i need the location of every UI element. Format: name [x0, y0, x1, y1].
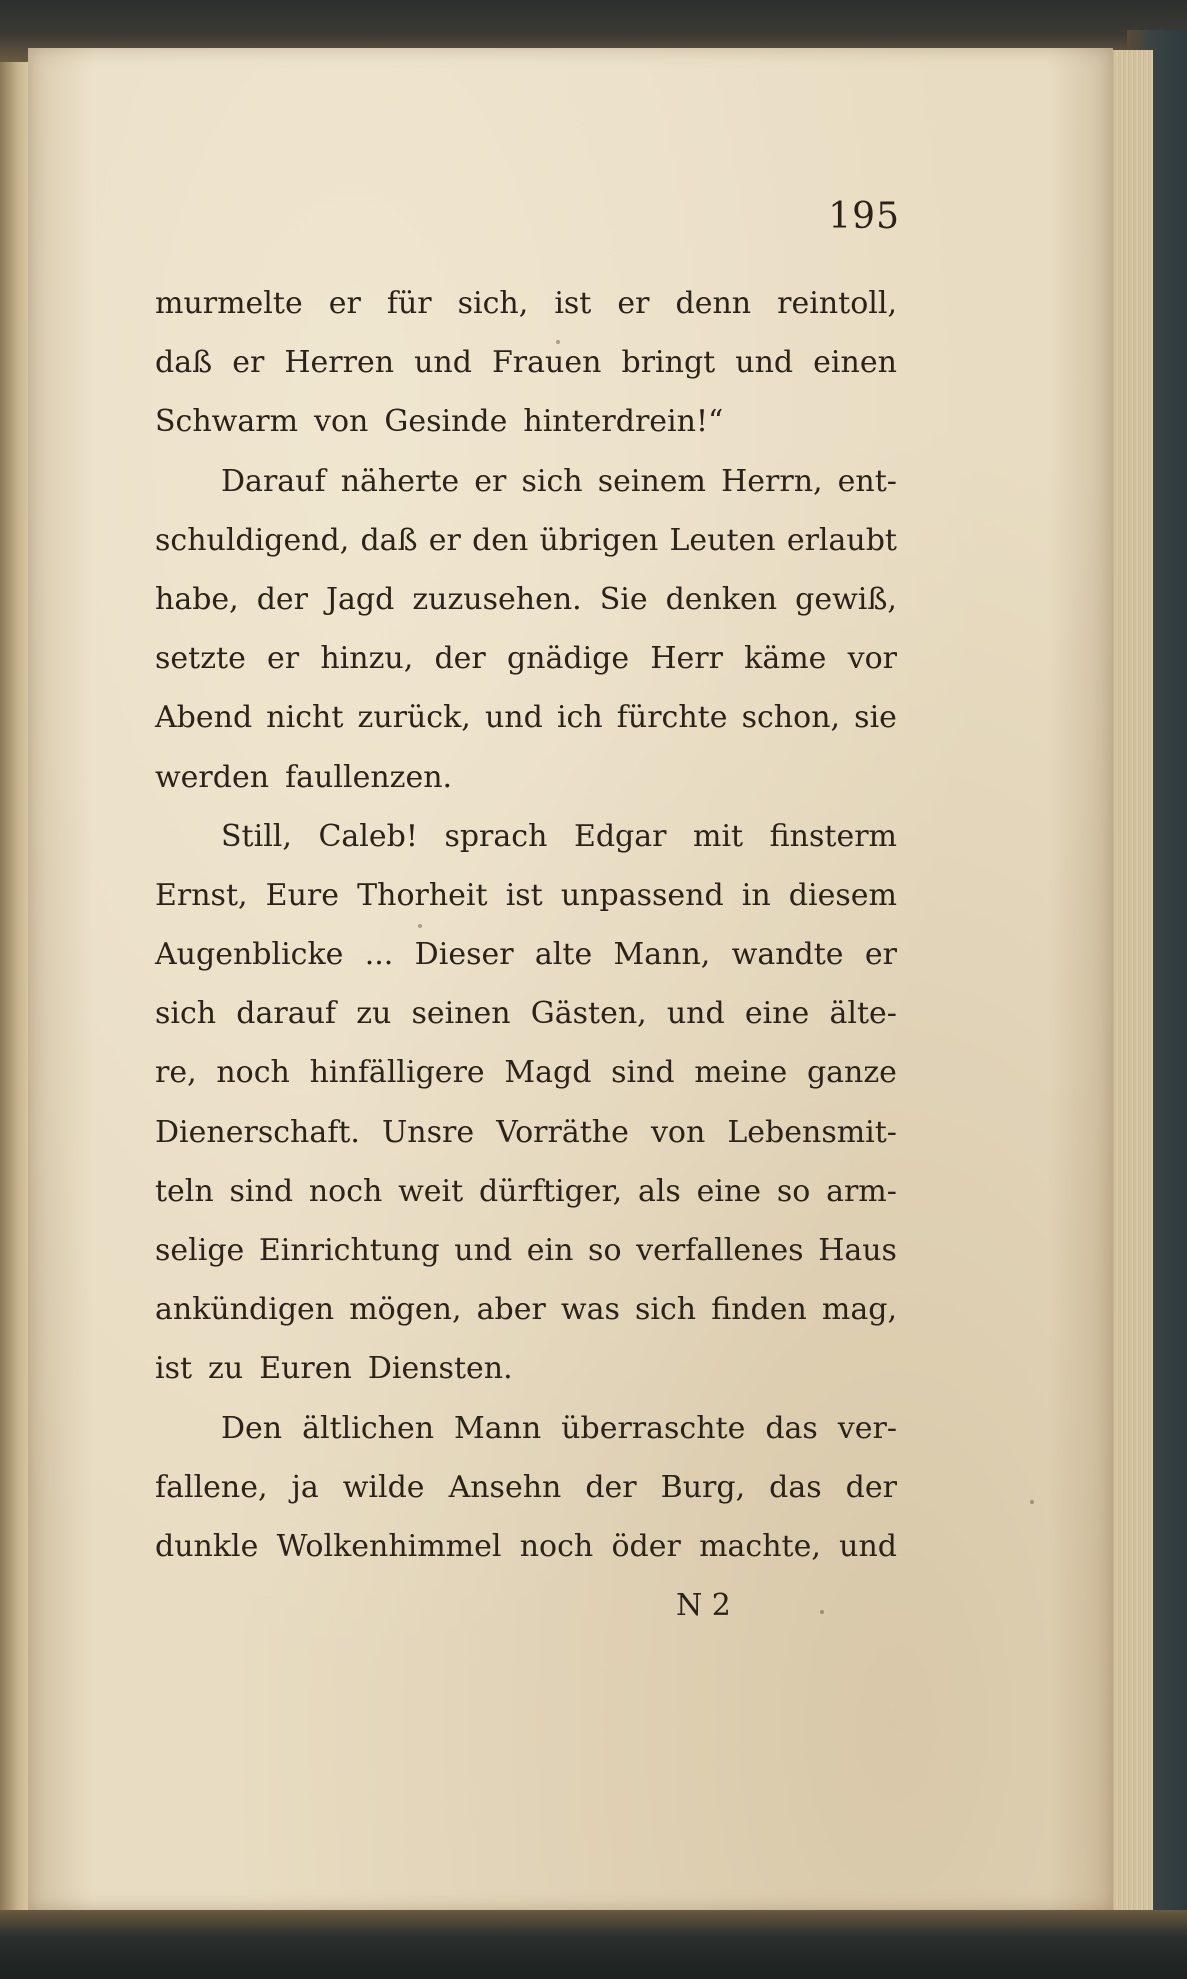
- text-line: [155, 333, 897, 392]
- word: sind: [229, 1173, 294, 1209]
- word: Gästen,: [530, 996, 647, 1032]
- word: einen: [813, 345, 897, 381]
- word: Thorheit: [357, 877, 488, 913]
- body-text: [155, 274, 897, 1576]
- word: schon,: [741, 700, 841, 736]
- word: Abend: [155, 700, 253, 736]
- word: Vorräthe: [496, 1114, 629, 1150]
- text-line: [155, 866, 897, 925]
- paper-spot: [820, 1610, 824, 1614]
- word: murmelte: [155, 286, 303, 321]
- word: öder: [611, 1528, 681, 1564]
- text-line: [155, 1458, 897, 1517]
- text-line: [155, 688, 897, 747]
- word: noch: [308, 1173, 383, 1209]
- word: übrigen: [539, 522, 659, 558]
- word: Schwarm: [155, 404, 299, 440]
- word: Haus: [818, 1233, 897, 1268]
- page-number: 195: [828, 196, 900, 237]
- page-edges: [1108, 50, 1153, 1920]
- word: reintoll,: [777, 286, 897, 321]
- text-line: [155, 274, 897, 333]
- word: Eure: [265, 877, 339, 913]
- word: er: [474, 463, 507, 499]
- word: finden: [711, 1292, 807, 1328]
- word: zu: [208, 1351, 244, 1387]
- word: alte: [534, 937, 593, 973]
- word: denn: [675, 286, 752, 321]
- word: noch: [519, 1528, 594, 1564]
- text-line: [155, 452, 897, 511]
- word: und: [484, 700, 543, 736]
- word: werden: [155, 759, 270, 795]
- word: er: [232, 345, 265, 381]
- word: wilde: [342, 1469, 425, 1505]
- word: was: [560, 1292, 620, 1328]
- book-gutter: [0, 62, 30, 1922]
- word: eine: [744, 996, 810, 1032]
- word: diesem: [788, 877, 897, 913]
- word: gnädige: [506, 641, 630, 677]
- word: Dienerschaft.: [155, 1114, 360, 1150]
- word: darauf: [236, 996, 337, 1032]
- word: meine: [694, 1055, 788, 1091]
- word: ganze: [806, 1055, 897, 1091]
- word: er: [864, 937, 897, 973]
- word: er: [428, 522, 461, 558]
- word: weit: [398, 1173, 464, 1209]
- word: näherte: [340, 463, 460, 499]
- paper-spot: [556, 340, 560, 344]
- text-line: [155, 511, 897, 570]
- word: Dieser: [414, 937, 514, 973]
- word: sind: [611, 1055, 675, 1091]
- word: sich,: [457, 286, 529, 321]
- text-line: [155, 629, 897, 688]
- word: Herrn,: [721, 463, 823, 499]
- word: Euren: [259, 1351, 352, 1387]
- word: Burg,: [660, 1469, 746, 1505]
- text-line: [155, 1043, 897, 1102]
- signature-mark: N 2: [676, 1588, 731, 1623]
- word: verfallenes: [636, 1233, 804, 1268]
- word: eine: [696, 1173, 762, 1209]
- word: sich: [634, 1292, 697, 1328]
- word: Still,: [221, 818, 292, 854]
- word: faullenzen.: [285, 759, 453, 795]
- word: der: [845, 1469, 897, 1505]
- word: hinterdrein!“: [523, 404, 724, 440]
- word: Frauen: [491, 345, 602, 381]
- word: teln: [155, 1173, 214, 1209]
- word: zurück,: [357, 700, 471, 736]
- word: Herr: [650, 641, 723, 677]
- word: er: [328, 286, 361, 321]
- word: und: [414, 345, 472, 381]
- word: Darauf: [221, 463, 326, 499]
- word: Unsre: [382, 1114, 475, 1150]
- word: Jagd: [326, 581, 395, 617]
- word: der: [434, 641, 486, 677]
- word: den: [472, 522, 529, 558]
- word: seinem: [597, 463, 706, 499]
- word: er: [267, 641, 300, 677]
- word: und: [454, 1233, 513, 1268]
- word: unpassend: [560, 877, 724, 913]
- word: so: [588, 1233, 622, 1268]
- word: daß: [155, 345, 213, 381]
- text-line: [155, 1221, 897, 1280]
- text-line: [155, 1103, 897, 1162]
- word: älte-: [829, 996, 897, 1032]
- word: Ansehn: [448, 1469, 562, 1505]
- word: sich: [521, 463, 583, 499]
- word: schuldigend,: [155, 522, 350, 558]
- word: nicht: [266, 700, 344, 736]
- word: seinen: [411, 996, 511, 1032]
- word: mit: [693, 818, 744, 854]
- word: Gesinde: [384, 404, 508, 440]
- word: vor: [847, 641, 897, 677]
- word: der: [585, 1469, 637, 1505]
- word: er: [617, 286, 650, 321]
- word: das: [765, 1410, 818, 1446]
- word: arm-: [826, 1173, 897, 1209]
- word: Caleb!: [318, 818, 418, 854]
- word: und: [666, 996, 725, 1032]
- word: der: [256, 581, 309, 617]
- text-line: [155, 925, 897, 984]
- word: ja: [291, 1469, 319, 1505]
- word: Magd: [504, 1055, 592, 1091]
- word: aber: [476, 1292, 546, 1328]
- word: machte,: [699, 1528, 821, 1564]
- word: als: [637, 1173, 681, 1209]
- text-line: [155, 1339, 897, 1398]
- word: finsterm: [769, 818, 897, 854]
- word: fallene,: [155, 1469, 268, 1505]
- word: so: [776, 1173, 811, 1209]
- word: Mann: [453, 1410, 542, 1446]
- word: noch: [216, 1055, 290, 1091]
- text-line: [155, 748, 897, 807]
- word: überraschte: [561, 1410, 746, 1446]
- text-line: [155, 570, 897, 629]
- word: käme: [744, 641, 827, 677]
- word: sie: [854, 700, 897, 736]
- word: Sie: [599, 581, 648, 617]
- word: ...: [364, 937, 394, 973]
- word: ent-: [837, 463, 897, 499]
- word: Herren: [284, 345, 395, 381]
- word: und: [735, 345, 794, 381]
- word: zuzusehen.: [412, 581, 582, 617]
- text-line: [155, 807, 897, 866]
- word: ich: [556, 700, 603, 736]
- text-line: [155, 1280, 897, 1339]
- word: dunkle: [155, 1528, 259, 1564]
- word: Leuten: [669, 522, 776, 558]
- word: ankündigen: [155, 1292, 335, 1328]
- word: ältlichen: [302, 1410, 435, 1446]
- word: hinfälligere: [309, 1055, 485, 1091]
- word: mögen,: [349, 1292, 462, 1328]
- word: ist: [554, 286, 592, 321]
- word: zu: [356, 996, 392, 1032]
- word: von: [650, 1114, 706, 1150]
- word: sprach: [444, 818, 548, 854]
- word: für: [386, 286, 432, 321]
- text-line: [155, 1517, 897, 1576]
- word: dürftiger,: [478, 1173, 623, 1209]
- word: ist: [505, 877, 543, 913]
- word: Einrichtung: [258, 1233, 440, 1268]
- word: daß: [360, 522, 418, 558]
- word: hinzu,: [320, 641, 414, 677]
- word: fürchte: [616, 700, 728, 736]
- word: Lebensmit-: [727, 1114, 897, 1150]
- word: und: [839, 1528, 897, 1564]
- word: erlaubt: [786, 522, 897, 558]
- word: ver-: [837, 1410, 897, 1446]
- word: denken: [665, 581, 778, 617]
- text-line: [155, 984, 897, 1043]
- paper-spot: [418, 924, 422, 928]
- text-line: [155, 392, 897, 451]
- word: in: [741, 877, 771, 913]
- word: mag,: [821, 1292, 897, 1328]
- word: Ernst,: [155, 877, 248, 913]
- word: Augenblicke: [155, 937, 344, 973]
- word: Wolkenhimmel: [276, 1528, 502, 1564]
- word: Mann,: [613, 937, 711, 973]
- word: bringt: [621, 345, 716, 381]
- word: selige: [155, 1233, 245, 1268]
- text-line: [155, 1399, 897, 1458]
- word: ist: [155, 1351, 193, 1387]
- word: habe,: [155, 581, 239, 617]
- word: gewiß,: [795, 581, 897, 617]
- word: re,: [155, 1055, 197, 1091]
- word: wandte: [731, 937, 844, 973]
- word: ein: [526, 1233, 574, 1268]
- word: sich: [155, 996, 217, 1032]
- text-line: [155, 1162, 897, 1221]
- book-cover-bottom: [0, 1910, 1187, 1979]
- word: setzte: [155, 641, 246, 677]
- word: das: [769, 1469, 822, 1505]
- word: Edgar: [573, 818, 667, 854]
- word: Den: [221, 1410, 283, 1446]
- paper-spot: [1030, 1500, 1034, 1504]
- word: von: [314, 404, 369, 440]
- word: Diensten.: [367, 1351, 513, 1387]
